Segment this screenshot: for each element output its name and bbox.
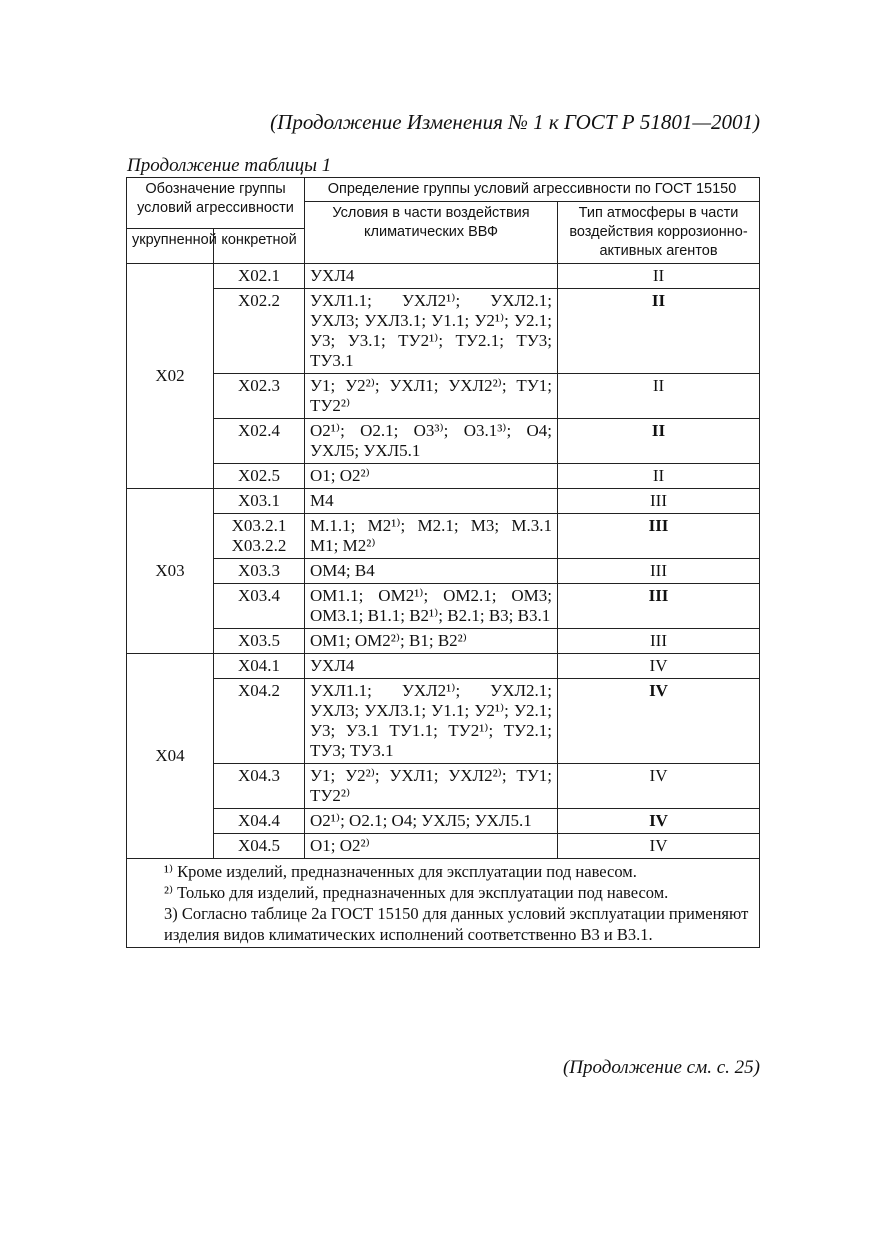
header-conditions: Условия в части воздействия климатических ВВФ [305, 202, 558, 264]
table-row [127, 289, 760, 374]
atmosphere-cell: II [558, 464, 760, 489]
atmosphere-cell: III [558, 629, 760, 654]
conditions-cell: ОМ1.1; ОМ2¹⁾; ОМ2.1; ОМ3; ОМ3.1; В1.1; В2¹⁾; В2.1; В3; В3.1 [305, 584, 558, 629]
table-caption: Продолжение таблицы 1 [127, 155, 332, 176]
code-cell: X04.2 [214, 679, 305, 764]
table-row [127, 419, 760, 464]
table-row [127, 764, 760, 809]
header-designation: Обозначение группы условий агрессивности [127, 178, 305, 229]
footnote: 3) Согласно таблице 2а ГОСТ 15150 для данных условий эксплуатации применяют изделия видов климатических исполнений соответственно В3 и В3.1. [164, 904, 749, 944]
table-row [127, 264, 760, 289]
conditions-cell: У1; У2²⁾; УХЛ1; УХЛ2²⁾; ТУ1; ТУ2²⁾ [305, 764, 558, 809]
conditions-cell: УХЛ1.1; УХЛ2¹⁾; УХЛ2.1; УХЛ3; УХЛ3.1; У1.1; У2¹⁾; У2.1; У3; У3.1; ТУ2¹⁾; ТУ2.1; ТУ3; ТУ3.1 [305, 289, 558, 374]
header-row-1 [127, 178, 760, 202]
table-row [127, 489, 760, 514]
code-cell: X02.1 [214, 264, 305, 289]
footnote: ²⁾ Только для изделий, предназначенных для эксплуатации под навесом. [164, 883, 669, 902]
conditions-cell: УХЛ4 [305, 654, 558, 679]
table-row [127, 629, 760, 654]
code-cell: X02.3 [214, 374, 305, 419]
conditions-cell: О2¹⁾; О2.1; О4; УХЛ5; УХЛ5.1 [305, 809, 558, 834]
header-determination: Определение группы условий агрессивности по ГОСТ 15150 [305, 178, 760, 202]
table-row [127, 559, 760, 584]
atmosphere-cell: II [558, 419, 760, 464]
code-cell: X03.5 [214, 629, 305, 654]
table-row [127, 679, 760, 764]
atmosphere-cell: IV [558, 679, 760, 764]
code-cell: X04.5 [214, 834, 305, 859]
table-row [127, 374, 760, 419]
notes-row [127, 859, 760, 948]
conditions-cell: УХЛ4 [305, 264, 558, 289]
table-row [127, 654, 760, 679]
notes-cell [127, 859, 760, 948]
table-row [127, 834, 760, 859]
conditions-cell: О1; О2²⁾ [305, 464, 558, 489]
conditions-cell: ОМ4; В4 [305, 559, 558, 584]
conditions-cell: М4 [305, 489, 558, 514]
atmosphere-cell: IV [558, 764, 760, 809]
header-atmosphere: Тип атмосферы в части воздействия коррозионно-активных агентов [558, 202, 760, 264]
conditions-cell: ОМ1; ОМ2²⁾; В1; В2²⁾ [305, 629, 558, 654]
code-cell: X03.3 [214, 559, 305, 584]
document-footer: (Продолжение см. с. 25) [562, 1057, 760, 1078]
atmosphere-cell: III [558, 514, 760, 559]
code-cell: X02.5 [214, 464, 305, 489]
table-row [127, 514, 760, 559]
atmosphere-cell: IV [558, 834, 760, 859]
atmosphere-cell: III [558, 489, 760, 514]
code-cell: X03.4 [214, 584, 305, 629]
footnote: ¹⁾ Кроме изделий, предназначенных для эксплуатации под навесом. [164, 862, 637, 881]
table-row [127, 584, 760, 629]
atmosphere-cell: IV [558, 654, 760, 679]
code-cell: X03.2.1 X03.2.2 [214, 514, 305, 559]
conditions-cell: У1; У2²⁾; УХЛ1; УХЛ2²⁾; ТУ1; ТУ2²⁾ [305, 374, 558, 419]
header-specific: конкретной [214, 229, 305, 264]
conditions-cell: О1; О2²⁾ [305, 834, 558, 859]
atmosphere-cell: II [558, 264, 760, 289]
code-cell: X04.1 [214, 654, 305, 679]
code-cell: X04.3 [214, 764, 305, 809]
document-header: (Продолжение Изменения № 1 к ГОСТ Р 51801—2001) [270, 110, 760, 134]
group-cell: X04 [127, 654, 214, 859]
conditions-cell: О2¹⁾; О2.1; О3³⁾; О3.1³⁾; О4; УХЛ5; УХЛ5.1 [305, 419, 558, 464]
table-row [127, 809, 760, 834]
atmosphere-cell: II [558, 374, 760, 419]
table-row [127, 464, 760, 489]
aggressiveness-table [126, 177, 760, 948]
group-cell: X03 [127, 489, 214, 654]
conditions-cell: М.1.1; М2¹⁾; М2.1; М3; М.3.1 М1; М2²⁾ [305, 514, 558, 559]
code-cell: X03.1 [214, 489, 305, 514]
group-cell: X02 [127, 264, 214, 489]
code-cell: X02.2 [214, 289, 305, 374]
header-enlarged: укрупненной [127, 229, 214, 264]
atmosphere-cell: III [558, 584, 760, 629]
code-cell: X02.4 [214, 419, 305, 464]
conditions-cell: УХЛ1.1; УХЛ2¹⁾; УХЛ2.1; УХЛ3; УХЛ3.1; У1.1; У2¹⁾; У2.1; У3; У3.1 ТУ1.1; ТУ2¹⁾; ТУ2.1; ТУ3; ТУ3.1 [305, 679, 558, 764]
code-cell: X04.4 [214, 809, 305, 834]
atmosphere-cell: III [558, 559, 760, 584]
atmosphere-cell: IV [558, 809, 760, 834]
atmosphere-cell: II [558, 289, 760, 374]
